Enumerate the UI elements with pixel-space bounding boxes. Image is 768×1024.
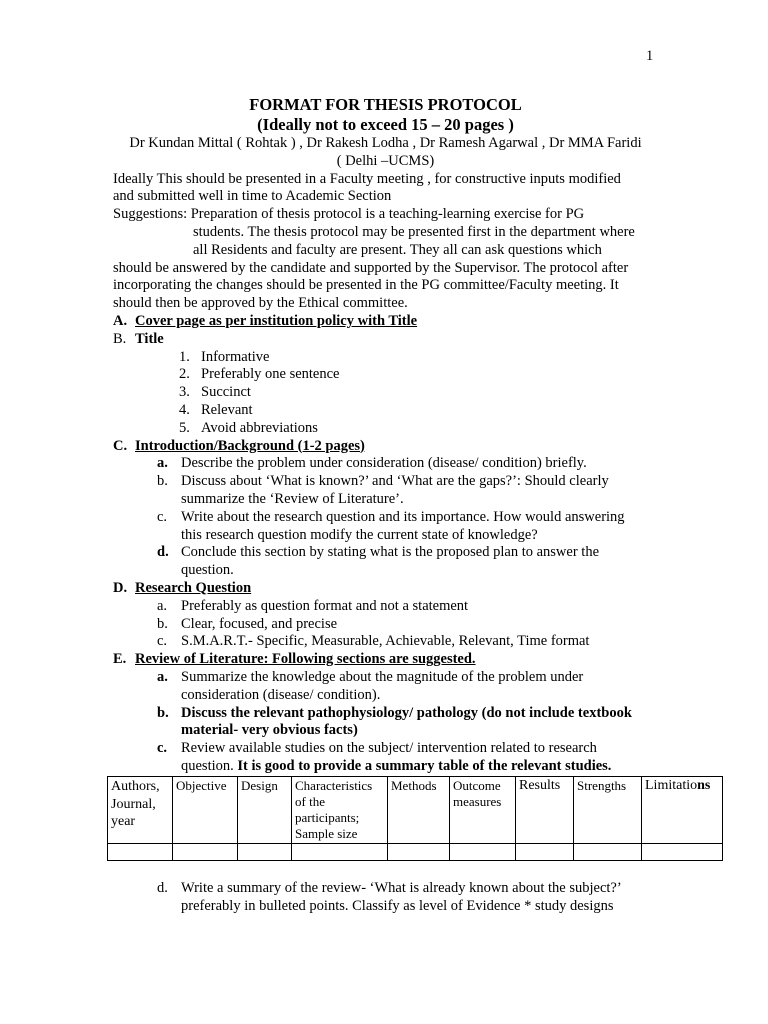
suggestions-line: Suggestions: Preparation of thesis protocol is a teaching-learning exercise for PG bbox=[113, 206, 585, 223]
intro-line: and submitted well in time to Academic Section bbox=[113, 188, 392, 205]
table-cell bbox=[238, 844, 292, 861]
list-item: c. Write about the research question and its importance. How would answering this research question modify the current state of knowledge? bbox=[157, 508, 625, 543]
table-header-cell: Authors, Journal, year bbox=[108, 777, 173, 844]
summary-table bbox=[107, 776, 723, 861]
table-header-cell: Strengths bbox=[574, 777, 642, 844]
table-header-row bbox=[108, 777, 723, 844]
list-item: b. Clear, focused, and precise bbox=[157, 615, 338, 632]
list-item: 5. Avoid abbreviations bbox=[179, 419, 318, 436]
suggestions-line: should be answered by the candidate and supported by the Supervisor. The protocol after bbox=[113, 259, 629, 276]
table-cell bbox=[516, 844, 574, 861]
list-item: 2. Preferably one sentence bbox=[179, 366, 340, 383]
section-e-heading bbox=[113, 651, 658, 669]
list-item: d. Write a summary of the review- ‘What is already known about the subject?’ preferably in bulleted points. Classify as level of Evidence * study designs bbox=[157, 880, 622, 914]
section-letter: B. bbox=[113, 330, 127, 347]
table-cell bbox=[173, 844, 238, 861]
suggestions-paragraph bbox=[113, 206, 658, 313]
list-item: d. Conclude this section by stating what is the proposed plan to answer the question. bbox=[157, 544, 600, 579]
table-cell bbox=[108, 844, 173, 861]
suggestions-line: should then be approved by the Ethical committee. bbox=[113, 295, 408, 312]
list-item: a. Describe the problem under consideration (disease/ condition) briefly. bbox=[157, 455, 587, 472]
list-item: 1. Informative bbox=[179, 348, 270, 365]
table-header-cell: Results bbox=[516, 777, 574, 844]
section-letter: E. bbox=[113, 651, 127, 668]
section-d-heading bbox=[113, 580, 658, 598]
table-cell bbox=[388, 844, 450, 861]
table-header-cell: Objective bbox=[173, 777, 238, 844]
suggestions-line: incorporating the changes should be presented in the PG committee/Faculty meeting. It bbox=[113, 277, 619, 294]
intro-line: Ideally This should be presented in a Faculty meeting , for constructive inputs modified bbox=[113, 170, 621, 187]
section-title: Title bbox=[135, 330, 164, 347]
document-body bbox=[113, 95, 658, 776]
title-criteria-list bbox=[113, 349, 658, 438]
section-e-continued bbox=[157, 880, 657, 916]
table-cell bbox=[574, 844, 642, 861]
section-title: Cover page as per institution policy with Title bbox=[135, 312, 418, 329]
intro-paragraph bbox=[113, 171, 670, 207]
authors bbox=[113, 135, 658, 171]
table-header-cell: Outcome measures bbox=[450, 777, 516, 844]
list-item: c. S.M.A.R.T.- Specific, Measurable, Achievable, Relevant, Time format bbox=[157, 633, 590, 650]
list-item: b. Discuss about ‘What is known?’ and ‘What are the gaps?’: Should clearly summarize the ‘Review of Literature’. bbox=[157, 473, 609, 507]
list-item: a. Summarize the knowledge about the magnitude of the problem under consideration (disease/ condition). bbox=[157, 668, 584, 703]
document-title bbox=[113, 95, 658, 135]
list-item: 4. Relevant bbox=[179, 401, 253, 418]
section-title: Research Question bbox=[135, 579, 252, 596]
table-cell bbox=[292, 844, 388, 861]
table-cell bbox=[642, 844, 723, 861]
section-letter: A. bbox=[113, 312, 128, 329]
table-header-cell: Methods bbox=[388, 777, 450, 844]
authors-line: Dr Kundan Mittal ( Rohtak ) , Dr Rakesh Lodha , Dr Ramesh Agarwal , Dr MMA Faridi bbox=[129, 135, 642, 151]
list-item: 3. Succinct bbox=[179, 384, 251, 401]
authors-affiliation: ( Delhi –UCMS) bbox=[336, 152, 435, 169]
table-header-cell: Design bbox=[238, 777, 292, 844]
title-line: FORMAT FOR THESIS PROTOCOL bbox=[249, 95, 522, 114]
section-letter: C. bbox=[113, 437, 128, 454]
table-row bbox=[108, 844, 723, 861]
table-header-cell: Limitations bbox=[642, 777, 723, 844]
title-subline: (Ideally not to exceed 15 – 20 pages ) bbox=[257, 115, 514, 134]
page-number: 1 bbox=[646, 48, 654, 64]
section-a-heading bbox=[113, 313, 658, 331]
section-b-heading bbox=[113, 331, 658, 349]
table-header-cell: Characteristics of the participants; Sample size bbox=[292, 777, 388, 844]
section-letter: D. bbox=[113, 579, 128, 596]
section-c-heading bbox=[113, 438, 658, 456]
section-title: Introduction/Background (1-2 pages) bbox=[135, 437, 365, 454]
table-cell bbox=[450, 844, 516, 861]
section-title: Review of Literature: Following sections are suggested. bbox=[135, 651, 476, 668]
list-item: a. Preferably as question format and not a statement bbox=[157, 597, 469, 614]
suggestions-indent: all Residents and faculty are present. They all can ask questions which bbox=[193, 241, 602, 258]
suggestions-indent: students. The thesis protocol may be presented first in the department where bbox=[193, 223, 635, 240]
list-item: c. Review available studies on the subject/ intervention related to research question. It is good to provide a summary table of the relevant studies. bbox=[157, 740, 612, 774]
list-item: b. Discuss the relevant pathophysiology/ pathology (do not include textbook material- very obvious facts) bbox=[157, 704, 632, 739]
